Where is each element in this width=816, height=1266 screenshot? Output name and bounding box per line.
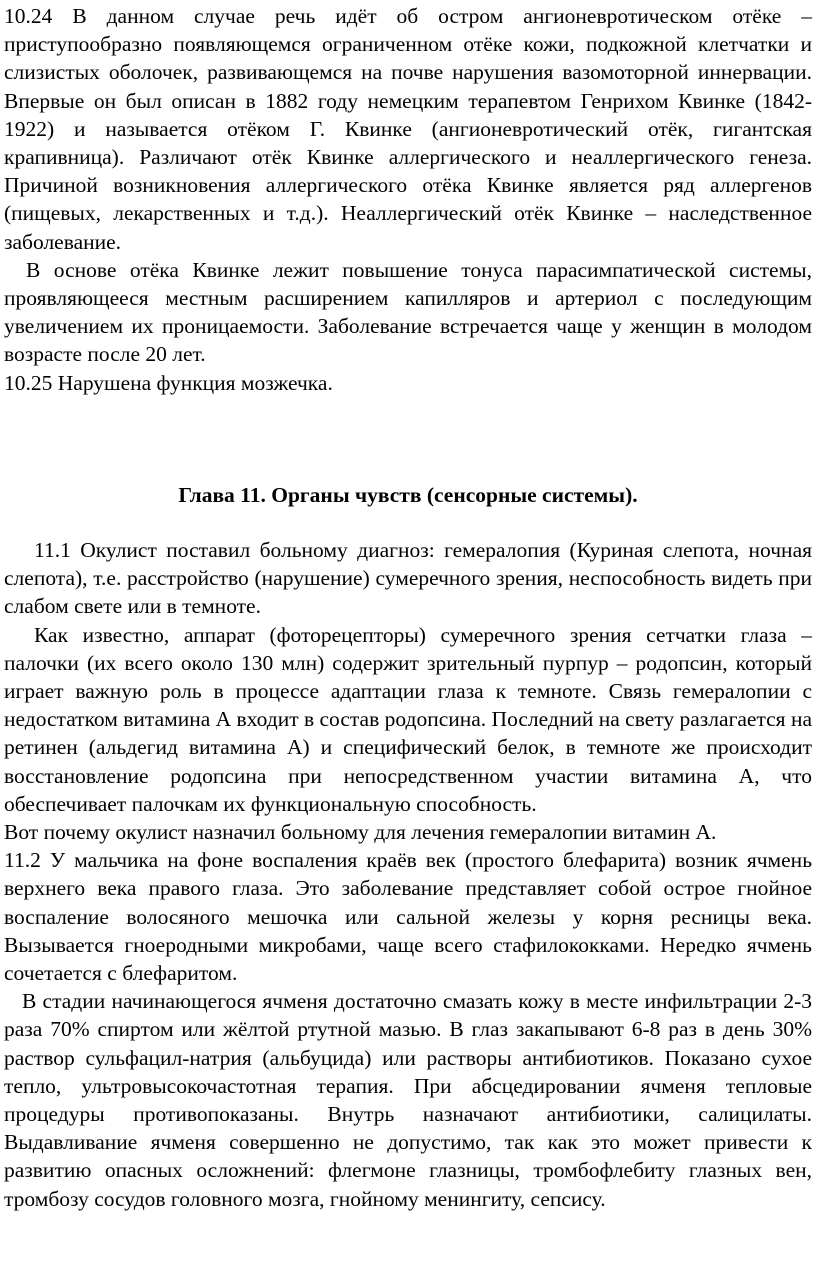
paragraph-treatment: В стадии начинающегося ячменя достаточно смазать кожу в месте инфильтрации 2-3 раза 70% спиртом или жёлтой ртутной мазью. В глаз закапывают 6-8 раз в день 30% раствор сульфацил-натрия (альбуцида) или растворы антибиотиков. Показано сухое тепло, ультровысокочастотная терапия. При абсцедировании ячменя тепловые процедуры противопоказаны. Внутрь назначают антибиотики, салицилаты. Выдавливание ячменя совершенно не допустимо, так как это может привести к развитию опасных осложнений: флегмоне глазницы, тромбофлебиту глазных вен, тромбозу сосудов головного мозга, гнойному менингиту, сепсису.: [4, 989, 812, 1211]
paragraph-rhodopsin: Как известно, аппарат (фоторецепторы) сумеречного зрения сетчатки глаза – палочки (их всего около 130 млн) содержит зрительный пурпур – родопсин, который играет важную роль в процессе адаптации глаза к темноте. Связь гемералопии с недостатком витамина А входит в состав родопсина. Последний на свету разлагается на ретинен (альдегид витамина А) и специфический белок, в темноте же происходит восстановление родопсина при непосредственном участии витамина А, что обеспечивает палочкам их функциональную способность.: [4, 622, 812, 816]
paragraph-11-2: 11.2 У мальчика на фоне воспаления краёв век (простого блефарита) возник ячмень верхнего века правого глаза. Это заболевание представляет собой острое гнойное воспаление волосяного мешочка или сальной железы у корня ресницы века. Вызывается гноеродными микробами, чаще всего стафилококками. Нередко ячмень сочетается с блефаритом.: [4, 848, 812, 986]
paragraph-vitamin-a: Вот почему окулист назначил больному для лечения гемералопии витамин А.: [4, 820, 717, 845]
paragraph-10-25: 10.25 Нарушена функция мозжечка.: [4, 370, 333, 395]
chapter-heading: Глава 11. Органы чувств (сенсорные системы).: [178, 483, 638, 507]
paragraph-10-24: 10.24 В данном случае речь идёт об остром ангионевротическом отёке – приступообразно появляющемся ограниченном отёке кожи, подкожной клетчатки и слизистых оболочек, развивающемся на почве нарушения вазомоторной иннервации. Впервые он был описан в 1882 году немецким терапевтом Генрихом Квинке (1842-1922) и называется отёком Г. Квинке (ангионевротический отёк, гигантская крапивница). Различают отёк Квинке аллергического и неаллергического генеза. Причиной возникновения аллергического отёка Квинке является ряд аллергенов (пищевых, лекарственных и т.д.). Неаллергический отёк Квинке – наследственное заболевание.: [4, 4, 812, 254]
section-11-text: [4, 536, 812, 1213]
section-10-text: [4, 2, 812, 397]
paragraph-quincke-mechanism: В основе отёка Квинке лежит повышение тонуса парасимпатической системы, проявляющееся местным расширением капилляров и артериол с последующим увеличением их проницаемости. Заболевание встречается чаще у женщин в молодом возрасте после 20 лет.: [4, 257, 812, 367]
paragraph-11-1: 11.1 Окулист поставил больному диагноз: гемералопия (Куриная слепота, ночная слепота), т.е. расстройство (нарушение) сумеречного зрения, неспособность видеть при слабом свете или в темноте.: [4, 538, 812, 619]
